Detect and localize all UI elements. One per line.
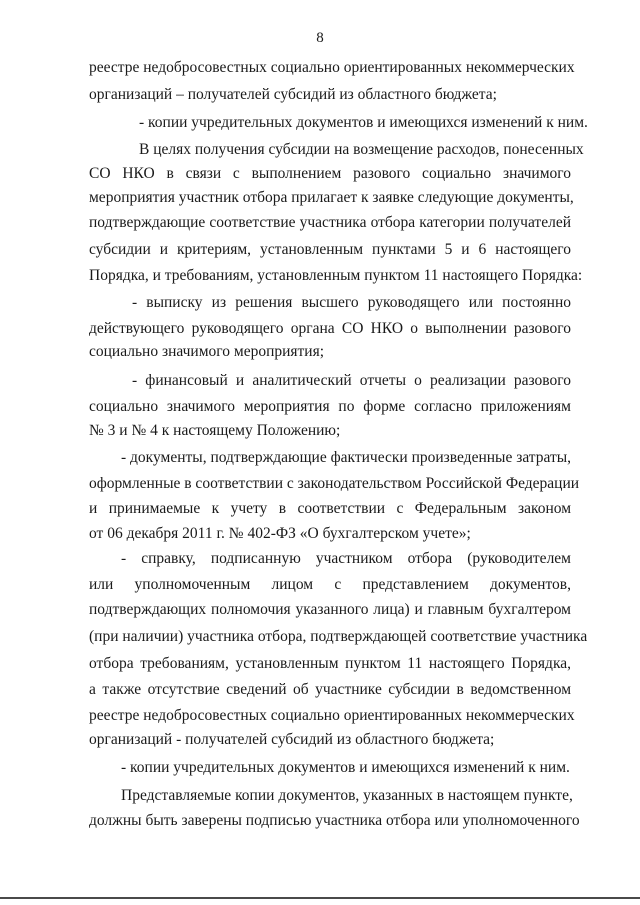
text-line: (при наличии) участника отбора, подтверждающей соответствие участника [89,628,588,645]
text-line: - документы, подтверждающие фактически произведенные затраты, [121,449,572,466]
text-line: и принимаемые к учету в соответствии с Федеральным законом [89,500,571,517]
text-line: - выписку из решения высшего руководящего или постоянно [132,294,571,311]
text-line: отбора требованиям, установленным пунктом 11 настоящего Порядка, [89,655,571,672]
text-line: а также отсутствие сведений об участнике субсидии в ведомственном [89,681,571,698]
text-line: от 06 декабря 2011 г. № 402-ФЗ «О бухгалтерском учете»; [89,525,471,542]
text-line: - копии учредительных документов и имеющихся изменений к ним. [139,114,588,131]
text-line: организаций – получателей субсидий из областного бюджета; [89,86,497,103]
text-line: мероприятия участник отбора прилагает к заявке следующие документы, [89,189,574,206]
text-line: социально значимого мероприятия; [89,343,325,360]
text-line: или уполномоченным лицом с представлением документов, [89,576,571,593]
page-number: 8 [316,30,324,46]
text-line: Представляемые копии документов, указанных в настоящем пункте, [121,787,573,804]
text-line: реестре недобросовестных социально ориентированных некоммерческих [89,707,575,724]
text-line: СО НКО в связи с выполнением разового социально значимого [89,165,571,182]
text-line: подтверждающие соответствие участника отбора категории получателей [89,214,571,231]
text-line: действующего руководящего органа СО НКО о выполнении разового [89,320,571,337]
text-line: организаций - получателей субсидий из областного бюджета; [89,731,495,748]
scan-bottom-edge [0,897,640,899]
text-line: № 3 и № 4 к настоящему Положению; [89,422,341,439]
text-line: субсидии и критериям, установленным пунктами 5 и 6 настоящего [89,241,571,258]
text-line: подтверждающих полномочия указанного лица) и главным бухгалтером [89,601,571,618]
text-line: - финансовый и аналитический отчеты о реализации разового [132,372,571,389]
text-line: должны быть заверены подписью участника отбора или уполномоченного [89,812,580,829]
text-line: - копии учредительных документов и имеющихся изменений к ним. [121,759,570,776]
text-line: оформленные в соответствии с законодательством Российской Федерации [89,475,580,492]
text-line: социально значимого мероприятия по форме согласно приложениям [89,398,571,415]
text-line: реестре недобросовестных социально ориентированных некоммерческих [89,59,575,76]
text-line: В целях получения субсидии на возмещение расходов, понесенных [139,141,584,158]
text-line: Порядка, и требованиям, установленным пунктом 11 настоящего Порядка: [89,267,583,284]
text-line: - справку, подписанную участником отбора (руководителем [121,550,571,567]
